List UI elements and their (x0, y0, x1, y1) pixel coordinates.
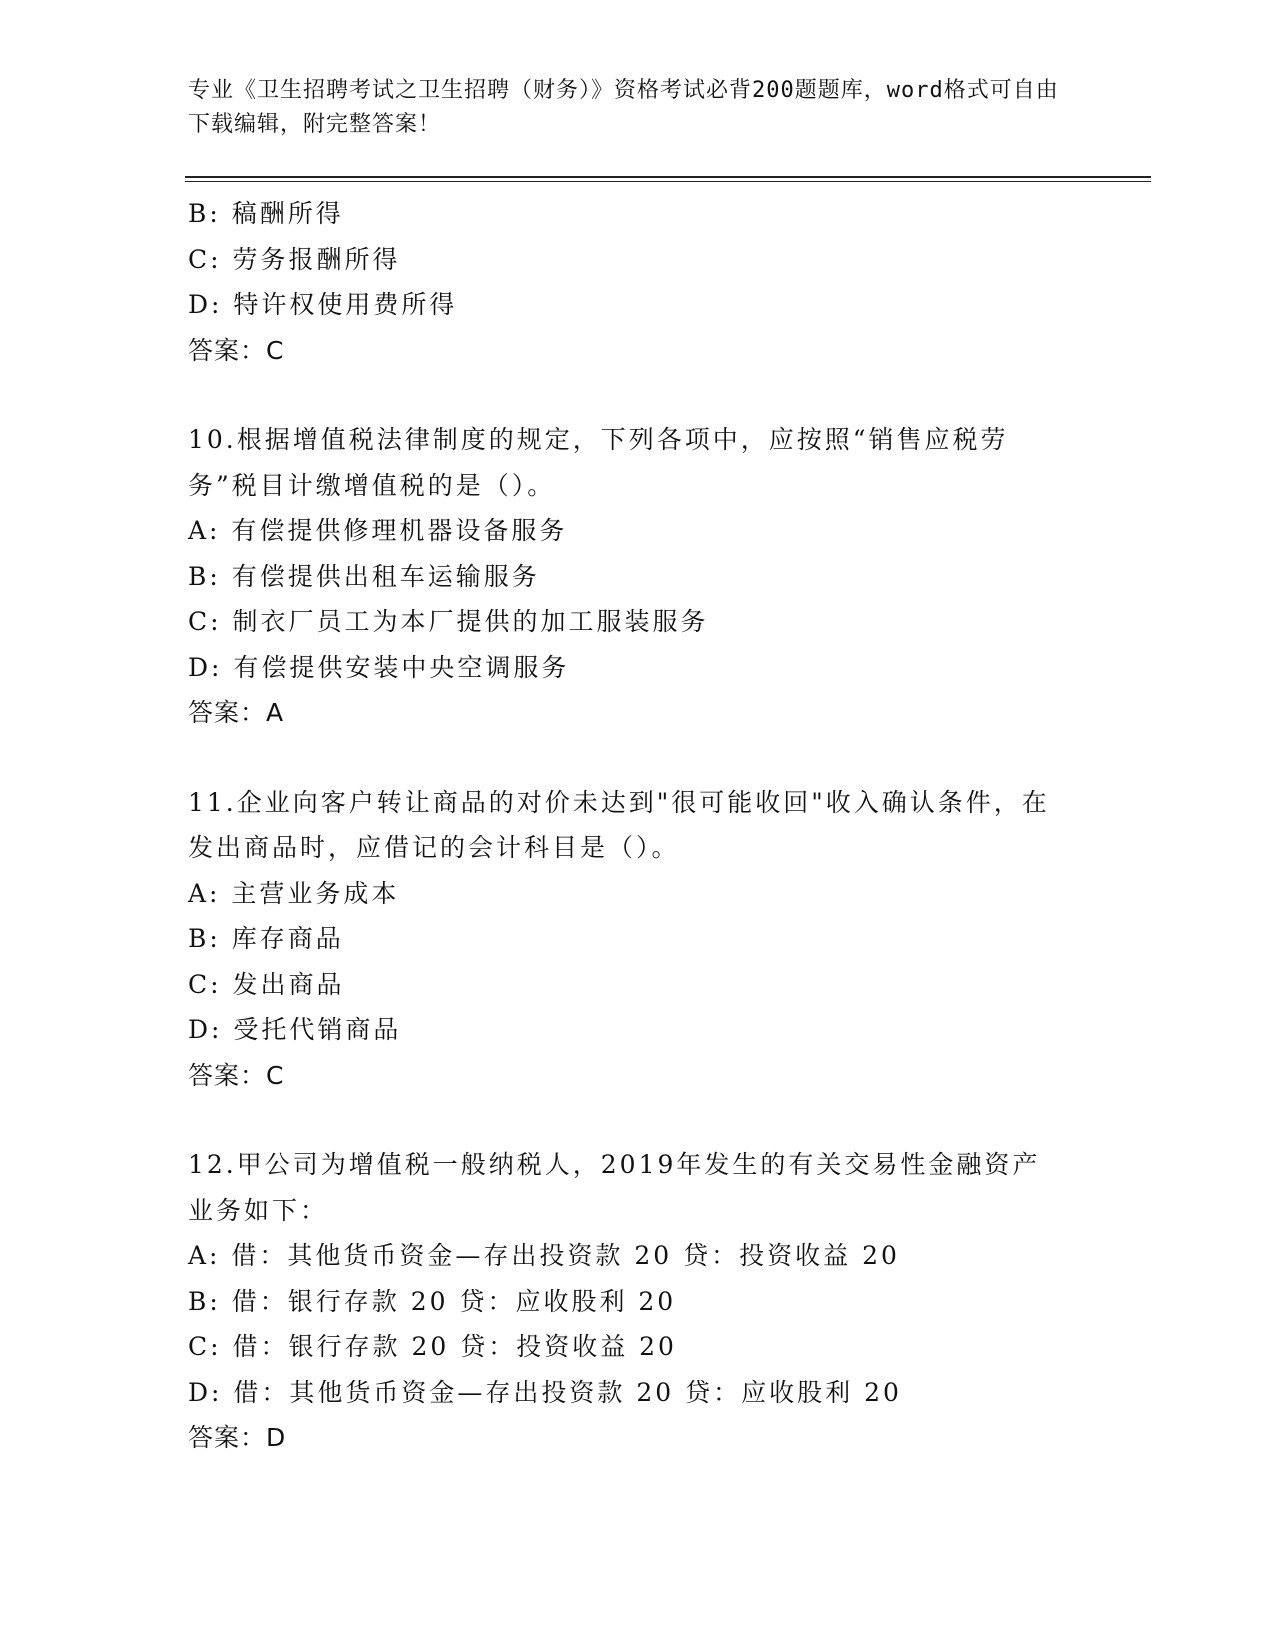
document-page (188, 74, 1148, 1461)
question-text: 11.企业向客户转让商品的对价未达到"很可能收回"收入确认条件，在发出商品时，应借记的会计科目是（）。 (188, 787, 1050, 862)
option-c: C: 借：银行存款 20 贷：投资收益 20 (188, 1332, 677, 1361)
divider-thick-line (185, 176, 1151, 178)
question-text: 10.根据增值税法律制度的规定，下列各项中，应按照“销售应税劳务”税目计缴增值税的是（）。 (188, 425, 1009, 500)
partial-question (188, 191, 1148, 373)
question-11 (188, 780, 1148, 1099)
option-b: B: 借：银行存款 20 贷：应收股利 20 (188, 1286, 677, 1316)
option-c: C: 劳务报酬所得 (188, 244, 401, 274)
question-10 (188, 417, 1148, 736)
answer-line: 答案：D (188, 1423, 287, 1452)
option-c: C: 发出商品 (188, 969, 345, 999)
option-d: D: 借：其他货币资金—存出投资款 20 贷：应收股利 20 (188, 1377, 902, 1407)
option-a: A: 有偿提供修理机器设备服务 (188, 516, 568, 545)
option-d: D: 有偿提供安装中央空调服务 (188, 652, 570, 682)
option-b: B: 库存商品 (188, 924, 344, 953)
option-b: B: 有偿提供出租车运输服务 (188, 561, 540, 591)
option-d: D: 受托代销商品 (188, 1015, 402, 1044)
divider-thin-line (185, 181, 1151, 182)
question-12 (188, 1142, 1148, 1461)
option-b: B: 稿酬所得 (188, 199, 344, 228)
answer-line: 答案：A (188, 698, 285, 727)
document-header: 专业《卫生招聘考试之卫生招聘（财务）》资格考试必背200题题库，word格式可自由下载编辑，附完整答案！ (188, 78, 1059, 137)
option-d: D: 特许权使用费所得 (188, 290, 458, 319)
answer-line: 答案：C (188, 335, 285, 365)
question-text: 12.甲公司为增值税一般纳税人，2019年发生的有关交易性金融资产业务如下： (188, 1150, 1041, 1225)
option-c: C: 制衣厂员工为本厂提供的加工服装服务 (188, 607, 709, 636)
option-a: A: 主营业务成本 (188, 878, 400, 908)
header-divider (185, 176, 1151, 182)
question-content (188, 191, 1148, 1461)
answer-line: 答案：C (188, 1060, 285, 1090)
option-a: A: 借：其他货币资金—存出投资款 20 贷：投资收益 20 (188, 1241, 900, 1270)
